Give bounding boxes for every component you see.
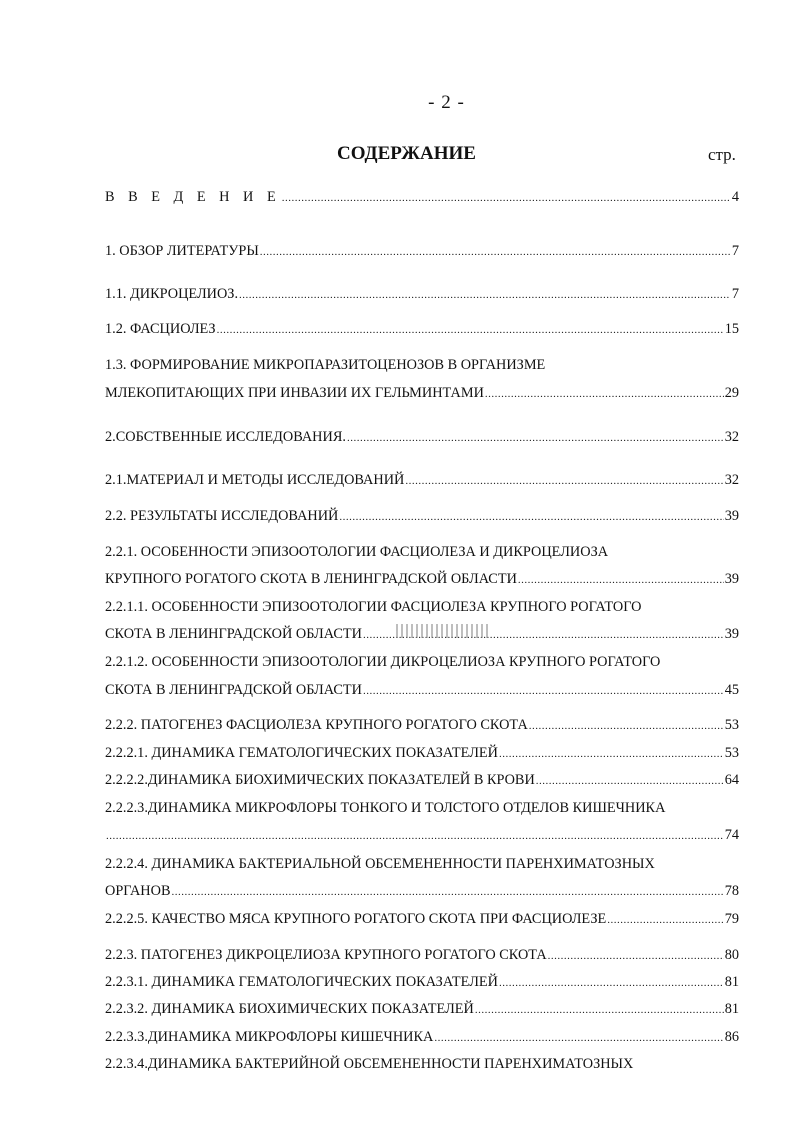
toc-entry-text: 2.2.3.1. ДИНАМИКА ГЕМАТОЛОГИЧЕСКИХ ПОКАЗАТЕЛЕЙ bbox=[105, 974, 498, 990]
toc-leader-dots bbox=[499, 974, 724, 992]
toc-leader-dots bbox=[106, 827, 724, 845]
toc-entry-page: 15 bbox=[724, 321, 739, 337]
toc-entry-text: 1.2. ФАСЦИОЛЕЗ bbox=[105, 321, 216, 337]
toc-entry-page: 64 bbox=[724, 772, 739, 788]
toc-entry[interactable] bbox=[105, 882, 739, 901]
toc-entry-text: 2.2.2. ПАТОГЕНЕЗ ФАСЦИОЛЕЗА КРУПНОГО РОГАТОГО СКОТА bbox=[105, 717, 528, 733]
toc-entry-text: 1. ОБЗОР ЛИТЕРАТУРЫ bbox=[105, 243, 259, 259]
toc-entry-line1[interactable]: 2.2.1. ОСОБЕННОСТИ ЭПИЗООТОЛОГИИ ФАСЦИОЛЕЗА И ДИКРОЦЕЛИОЗА bbox=[105, 544, 609, 560]
toc-entry[interactable] bbox=[105, 946, 739, 965]
toc-entry[interactable] bbox=[105, 716, 739, 735]
toc-entry-page: 32 bbox=[724, 429, 739, 445]
toc-entry-text: В В Е Д Е Н И Е bbox=[105, 189, 281, 205]
toc-entry-page: 7 bbox=[731, 286, 739, 302]
toc-entry-page: 79 bbox=[724, 911, 739, 927]
toc-entry[interactable] bbox=[105, 744, 739, 763]
toc-entry-text: 2.СОБСТВЕННЫЕ ИССЛЕДОВАНИЯ. bbox=[105, 429, 346, 445]
toc-entry-page: 39 bbox=[724, 508, 739, 524]
toc-entry-page: 80 bbox=[724, 947, 739, 963]
toc-entry-page: 81 bbox=[724, 1001, 739, 1017]
toc-entry-text: 1.1. ДИКРОЦЕЛИОЗ. bbox=[105, 286, 239, 302]
toc-leader-dots bbox=[260, 243, 730, 261]
toc-leader-dots bbox=[607, 911, 723, 929]
toc-leader-dots bbox=[239, 286, 730, 304]
toc-entry[interactable] bbox=[105, 1000, 739, 1019]
toc-entry[interactable] bbox=[105, 384, 739, 403]
scan-smudge bbox=[396, 624, 488, 638]
toc-entry-line1[interactable]: 2.2.1.2. ОСОБЕННОСТИ ЭПИЗООТОЛОГИИ ДИКРОЦЕЛИОЗА КРУПНОГО РОГАТОГО bbox=[105, 654, 661, 670]
toc-leader-dots bbox=[475, 1001, 724, 1019]
toc-entry[interactable] bbox=[105, 242, 739, 261]
toc-leader-dots bbox=[363, 682, 724, 700]
toc-entry-page: 39 bbox=[724, 571, 739, 587]
toc-entry-text: 2.2.3.3.ДИНАМИКА МИКРОФЛОРЫ КИШЕЧНИКА bbox=[105, 1029, 434, 1045]
toc-entry-text: СКОТА В ЛЕНИНГРАДСКОЙ ОБЛАСТИ bbox=[105, 682, 362, 698]
toc-entry[interactable] bbox=[105, 681, 739, 700]
toc-entry-page: 4 bbox=[731, 189, 739, 205]
toc-entry-page: 7 bbox=[731, 243, 739, 259]
toc-entry[interactable] bbox=[105, 910, 739, 929]
toc-leader-dots bbox=[529, 717, 724, 735]
toc-leader-dots bbox=[499, 745, 724, 763]
toc-entry-introduction[interactable] bbox=[105, 188, 739, 207]
toc-entry[interactable] bbox=[105, 320, 739, 339]
page-title: СОДЕРЖАНИЕ bbox=[337, 143, 476, 164]
toc-entry-line1[interactable]: 2.2.1.1. ОСОБЕННОСТИ ЭПИЗООТОЛОГИИ ФАСЦИОЛЕЗА КРУПНОГО РОГАТОГО bbox=[105, 599, 642, 615]
toc-leader-dots bbox=[434, 1029, 723, 1047]
toc-entry-line1[interactable]: 1.3. ФОРМИРОВАНИЕ МИКРОПАРАЗИТОЦЕНОЗОВ В ОРГАНИЗМЕ bbox=[105, 357, 546, 373]
toc-entry-text: 2.2.2.2.ДИНАМИКА БИОХИМИЧЕСКИХ ПОКАЗАТЕЛЕЙ В КРОВИ bbox=[105, 772, 535, 788]
toc-entry-page: 29 bbox=[724, 385, 739, 401]
toc-entry[interactable] bbox=[105, 428, 739, 447]
toc-leader-dots bbox=[172, 883, 724, 901]
toc-entry-page: 53 bbox=[724, 745, 739, 761]
page-number: - 2 - bbox=[428, 92, 465, 113]
toc-entry-page: 81 bbox=[724, 974, 739, 990]
toc-entry[interactable] bbox=[105, 285, 739, 304]
toc-entry-page: 86 bbox=[724, 1029, 739, 1045]
toc-entry-text: КРУПНОГО РОГАТОГО СКОТА В ЛЕНИНГРАДСКОЙ ОБЛАСТИ bbox=[105, 571, 517, 587]
toc-leader-dots bbox=[347, 429, 724, 447]
toc-entry-page: 53 bbox=[724, 717, 739, 733]
toc-entry-line1[interactable]: 2.2.2.3.ДИНАМИКА МИКРОФЛОРЫ ТОНКОГО И ТОЛСТОГО ОТДЕЛОВ КИШЕЧНИКА bbox=[105, 800, 666, 816]
toc-entry-text: 2.2.2.1. ДИНАМИКА ГЕМАТОЛОГИЧЕСКИХ ПОКАЗАТЕЛЕЙ bbox=[105, 745, 498, 761]
toc-entry[interactable] bbox=[105, 973, 739, 992]
page-column-label: стр. bbox=[708, 145, 736, 164]
toc-entry-page: 78 bbox=[724, 883, 739, 899]
toc-leader-dots bbox=[485, 385, 724, 403]
toc-entry[interactable] bbox=[105, 570, 739, 589]
toc-entry-line1[interactable]: 2.2.3.4.ДИНАМИКА БАКТЕРИЙНОЙ ОБСЕМЕНЕННОСТИ ПАРЕНХИМАТОЗНЫХ bbox=[105, 1056, 634, 1072]
toc-entry[interactable] bbox=[105, 771, 739, 790]
toc-entry[interactable] bbox=[105, 471, 739, 490]
toc-leader-dots bbox=[282, 189, 730, 207]
toc-entry-text: МЛЕКОПИТАЮЩИХ ПРИ ИНВАЗИИ ИХ ГЕЛЬМИНТАМИ bbox=[105, 385, 484, 401]
toc-entry-text: 2.2.3. ПАТОГЕНЕЗ ДИКРОЦЕЛИОЗА КРУПНОГО РОГАТОГО СКОТА bbox=[105, 947, 547, 963]
toc-entry-page: 32 bbox=[724, 472, 739, 488]
toc-entry-text: 2.2.3.2. ДИНАМИКА БИОХИМИЧЕСКИХ ПОКАЗАТЕЛЕЙ bbox=[105, 1001, 474, 1017]
toc-entry-page: 45 bbox=[724, 682, 739, 698]
toc-entry-page: 74 bbox=[724, 827, 739, 843]
toc-entry[interactable] bbox=[105, 1028, 739, 1047]
toc-leader-dots bbox=[405, 472, 723, 490]
toc-leader-dots bbox=[217, 321, 724, 339]
toc-entry-text: СКОТА В ЛЕНИНГРАДСКОЙ ОБЛАСТИ bbox=[105, 626, 362, 642]
toc-leader-dots bbox=[339, 508, 723, 526]
toc-leader-dots bbox=[536, 772, 724, 790]
toc-leader-dots bbox=[518, 571, 724, 589]
toc-entry-text: 2.2. РЕЗУЛЬТАТЫ ИССЛЕДОВАНИЙ bbox=[105, 508, 339, 524]
toc-entry-text: ОРГАНОВ bbox=[105, 883, 171, 899]
toc-entry-page: 39 bbox=[724, 626, 739, 642]
toc-entry[interactable] bbox=[105, 826, 739, 845]
toc-entry[interactable] bbox=[105, 507, 739, 526]
toc-entry-text: 2.1.МАТЕРИАЛ И МЕТОДЫ ИССЛЕДОВАНИЙ bbox=[105, 472, 405, 488]
toc-leader-dots bbox=[548, 947, 724, 965]
toc-entry-text: 2.2.2.5. КАЧЕСТВО МЯСА КРУПНОГО РОГАТОГО СКОТА ПРИ ФАСЦИОЛЕЗЕ bbox=[105, 911, 607, 927]
toc-entry-line1[interactable]: 2.2.2.4. ДИНАМИКА БАКТЕРИАЛЬНОЙ ОБСЕМЕНЕННОСТИ ПАРЕНХИМАТОЗНЫХ bbox=[105, 856, 655, 872]
